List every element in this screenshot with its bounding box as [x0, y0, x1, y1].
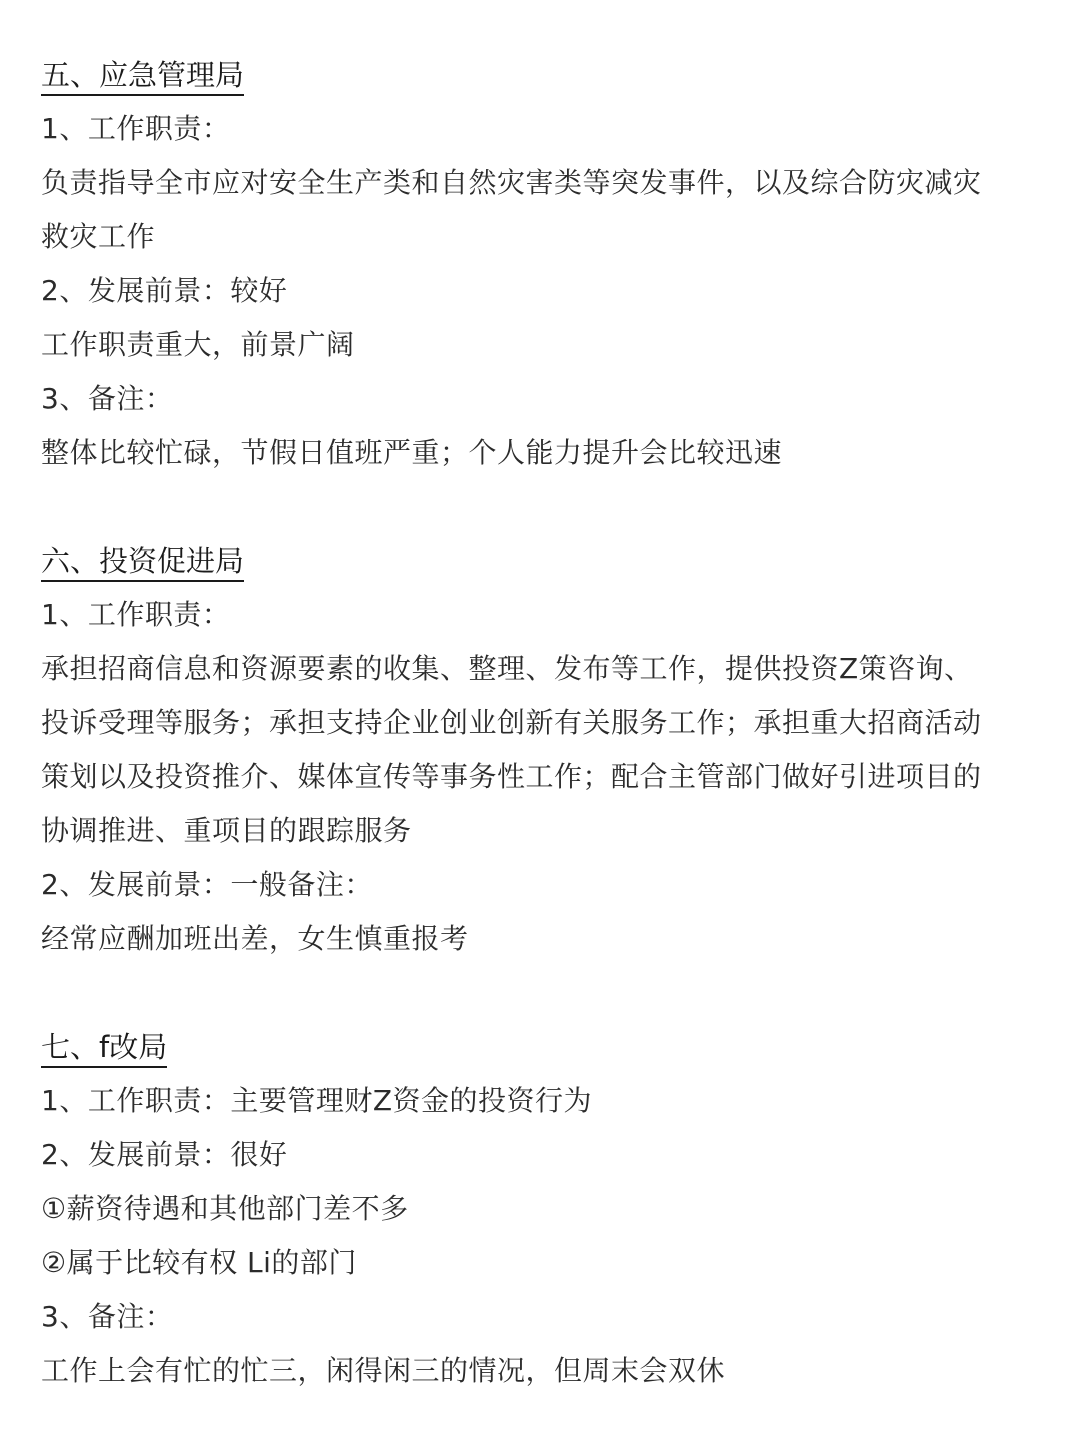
- section-reform-bureau: [41, 1020, 1040, 1398]
- section-heading: 五、应急管理局: [41, 48, 1040, 102]
- text-line: 3、备注：: [41, 382, 174, 415]
- text-line: 1、工作职责：: [41, 598, 231, 631]
- text-line: 2、发展前景：很好: [41, 1138, 288, 1171]
- section-emergency-management: [41, 48, 1040, 480]
- text-line: 3、备注：: [41, 1300, 174, 1333]
- section-heading: 六、投资促进局: [41, 534, 1040, 588]
- section-investment-promotion: [41, 534, 1040, 966]
- text-line: ②属于比较有权 Li的部门: [41, 1246, 357, 1279]
- text-line: 1、工作职责：主要管理财Z资金的投资行为: [41, 1084, 592, 1117]
- text-line: 负责指导全市应对安全生产类和自然灾害类等突发事件，以及综合防灾减灾: [41, 166, 982, 199]
- text-line: 协调推进、重项目的跟踪服务: [41, 814, 412, 847]
- text-line: ①薪资待遇和其他部门差不多: [41, 1192, 409, 1225]
- section-heading: 七、f改局: [41, 1020, 1040, 1074]
- text-line: 投诉受理等服务；承担支持企业创业创新有关服务工作；承担重大招商活动: [41, 706, 982, 739]
- text-line: 整体比较忙碌，节假日值班严重；个人能力提升会比较迅速: [41, 436, 783, 469]
- text-line: 救灾工作: [41, 220, 156, 253]
- text-line: 2、发展前景：较好: [41, 274, 288, 307]
- text-line: 工作上会有忙的忙三，闲得闲三的情况，但周末会双休: [41, 1354, 726, 1387]
- text-line: 经常应酬加班出差，女生慎重报考: [41, 922, 469, 955]
- text-line: 承担招商信息和资源要素的收集、整理、发布等工作，提供投资Z策咨询、: [41, 652, 973, 685]
- text-line: 工作职责重大，前景广阔: [41, 328, 355, 361]
- text-line: 策划以及投资推介、媒体宣传等事务性工作；配合主管部门做好引进项目的: [41, 760, 982, 793]
- text-line: 2、发展前景：一般备注：: [41, 868, 373, 901]
- text-line: 1、工作职责：: [41, 112, 231, 145]
